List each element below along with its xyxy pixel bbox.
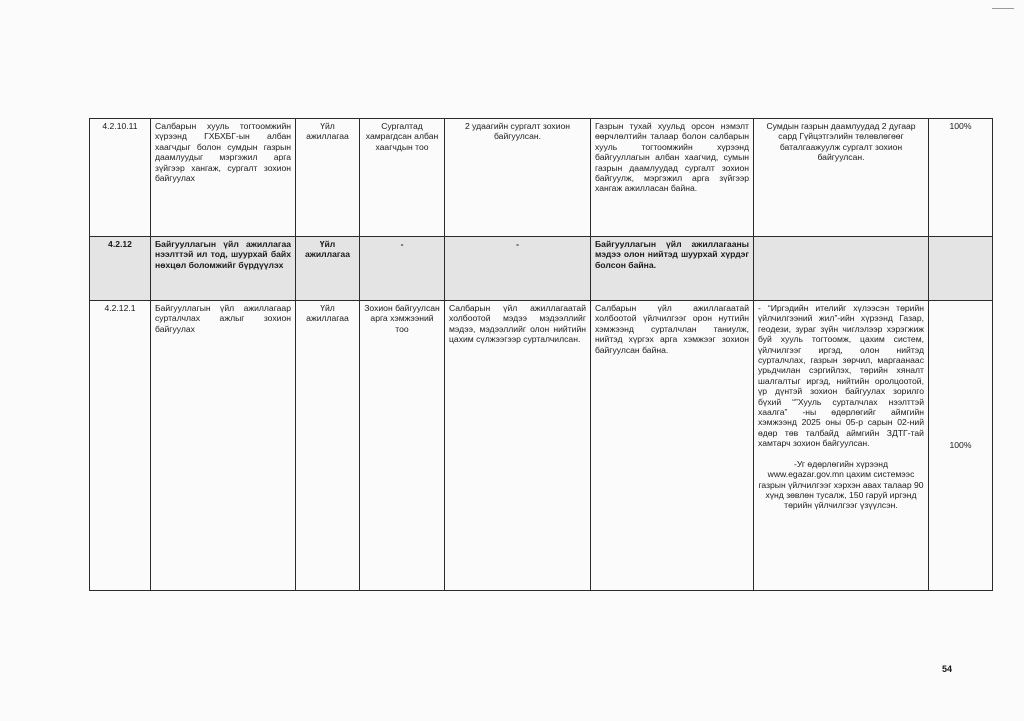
target-value: 2 удаагийн сургалт зохион байгуулсан. [445, 119, 591, 237]
performance-report [754, 237, 929, 301]
task-description: Салбарын хууль тогтоомжийн хүрээнд ГХБХБГ-ын албан хаагчдыг болон сумдын газрын даамлуудыг мэргэжил арга зүйгээр хангаж, сургалт зохион байгуулах [151, 119, 296, 237]
report-paragraph: -Уг өдөрлөгийн хүрээнд www.egazar.gov.mn цахим системээс газрын үйлчилгээг хэрхэн авах талаар 90 хүнд зөвлөн тусалж, 150 гаруй иргэнд төрийн үйлчилгээг үзүүлсэн. [758, 458, 924, 511]
indicator: - [360, 237, 445, 301]
expected-result: Салбарын үйл ажиллагаатай холбоотой үйлчилгээг орон нутгийн хэмжээнд сурталчлан таниулж, нийтэд хүргэх арга хэмжээг зохион байгуулсан байна. [591, 301, 754, 591]
performance-report [754, 301, 929, 591]
row-code: 4.2.12.1 [90, 301, 151, 591]
task-description: Байгууллагын үйл ажиллагаар сурталчлах ажлыг зохион байгуулах [151, 301, 296, 591]
expected-result: Газрын тухай хуульд орсон нэмэлт өөрчлөлтийн талаар болон салбарын хууль тогтоомжийн хүрээнд байгууллагын албан хаагчид, сумын газрын даамлуудад сургалт зохион байгуулж, мэргэжил арга зүйгээр хангаж ажилласан байна. [591, 119, 754, 237]
expected-result: Байгууллагын үйл ажиллагааны мэдээ олон нийтэд шуурхай хүрдэг болсон байна. [591, 237, 754, 301]
indicator: Зохион байгуулсан арга хэмжээний тоо [360, 301, 445, 591]
task-description: Байгууллагын үйл ажиллагаа нээлттэй ил тод, шуурхай байх нөхцөл боломжийг бүрдүүлэх [151, 237, 296, 301]
performance-report: Сумдын газрын даамлуудад 2 дугаар сард Гүйцэтгэлийн төлөвлөгөөг баталгаажуулж сургалт зохион байгуулсан. [754, 119, 929, 237]
table-row [90, 237, 993, 301]
activity-type: Үйл ажиллагаа [296, 301, 360, 591]
completion-percent: 100% [929, 119, 993, 237]
target-value: - [445, 237, 591, 301]
activity-type: Үйл ажиллагаа [296, 119, 360, 237]
activity-type: Үйл ажиллагаа [296, 237, 360, 301]
row-code: 4.2.10.11 [90, 119, 151, 237]
corner-mark [992, 8, 1014, 9]
action-plan-table [89, 118, 993, 591]
completion-percent: 100% [929, 301, 993, 591]
page-number: 54 [942, 664, 953, 674]
row-code: 4.2.12 [90, 237, 151, 301]
indicator: Сургалтад хамрагдсан албан хаагчдын тоо [360, 119, 445, 237]
target-value: Салбарын үйл ажиллагаатай холбоотой мэдээ мэдээллийг мэдээ, мэдээллийг олон нийтийн цахим сүлжээгээр сурталчилсан. [445, 301, 591, 591]
table-row [90, 119, 993, 237]
table-row [90, 301, 993, 591]
completion-percent [929, 237, 993, 301]
report-paragraph: - “Иргэдийн ителийг хүлээсэн төрийн үйлчилгээний жил”-ийн хүрээнд Газар, геодези, зураг зүйн чиглэлээр хэрэгжиж буй хууль тогтоомж, цахим систем, үйлчилгээг иргэд, олон нийтэд сурталчлах, газрын зөрчил, маргаанаас урьдчилан сэргийлэх, төрийн хяналт шалгалтыг иргэд, нийтийн оролцоотой, үр дүнтэй зохион байгуулах зорилго бүхий “”Хууль сурталчлах нээлттэй хаалга” -ны өдөрлөгийг аймгийн хэмжээнд 2025 оны 05-р сарын 02-ний өдөр төв талбайд аймгийн ЗДТГ-тай хамтарч зохион байгуулсан. [758, 303, 924, 449]
